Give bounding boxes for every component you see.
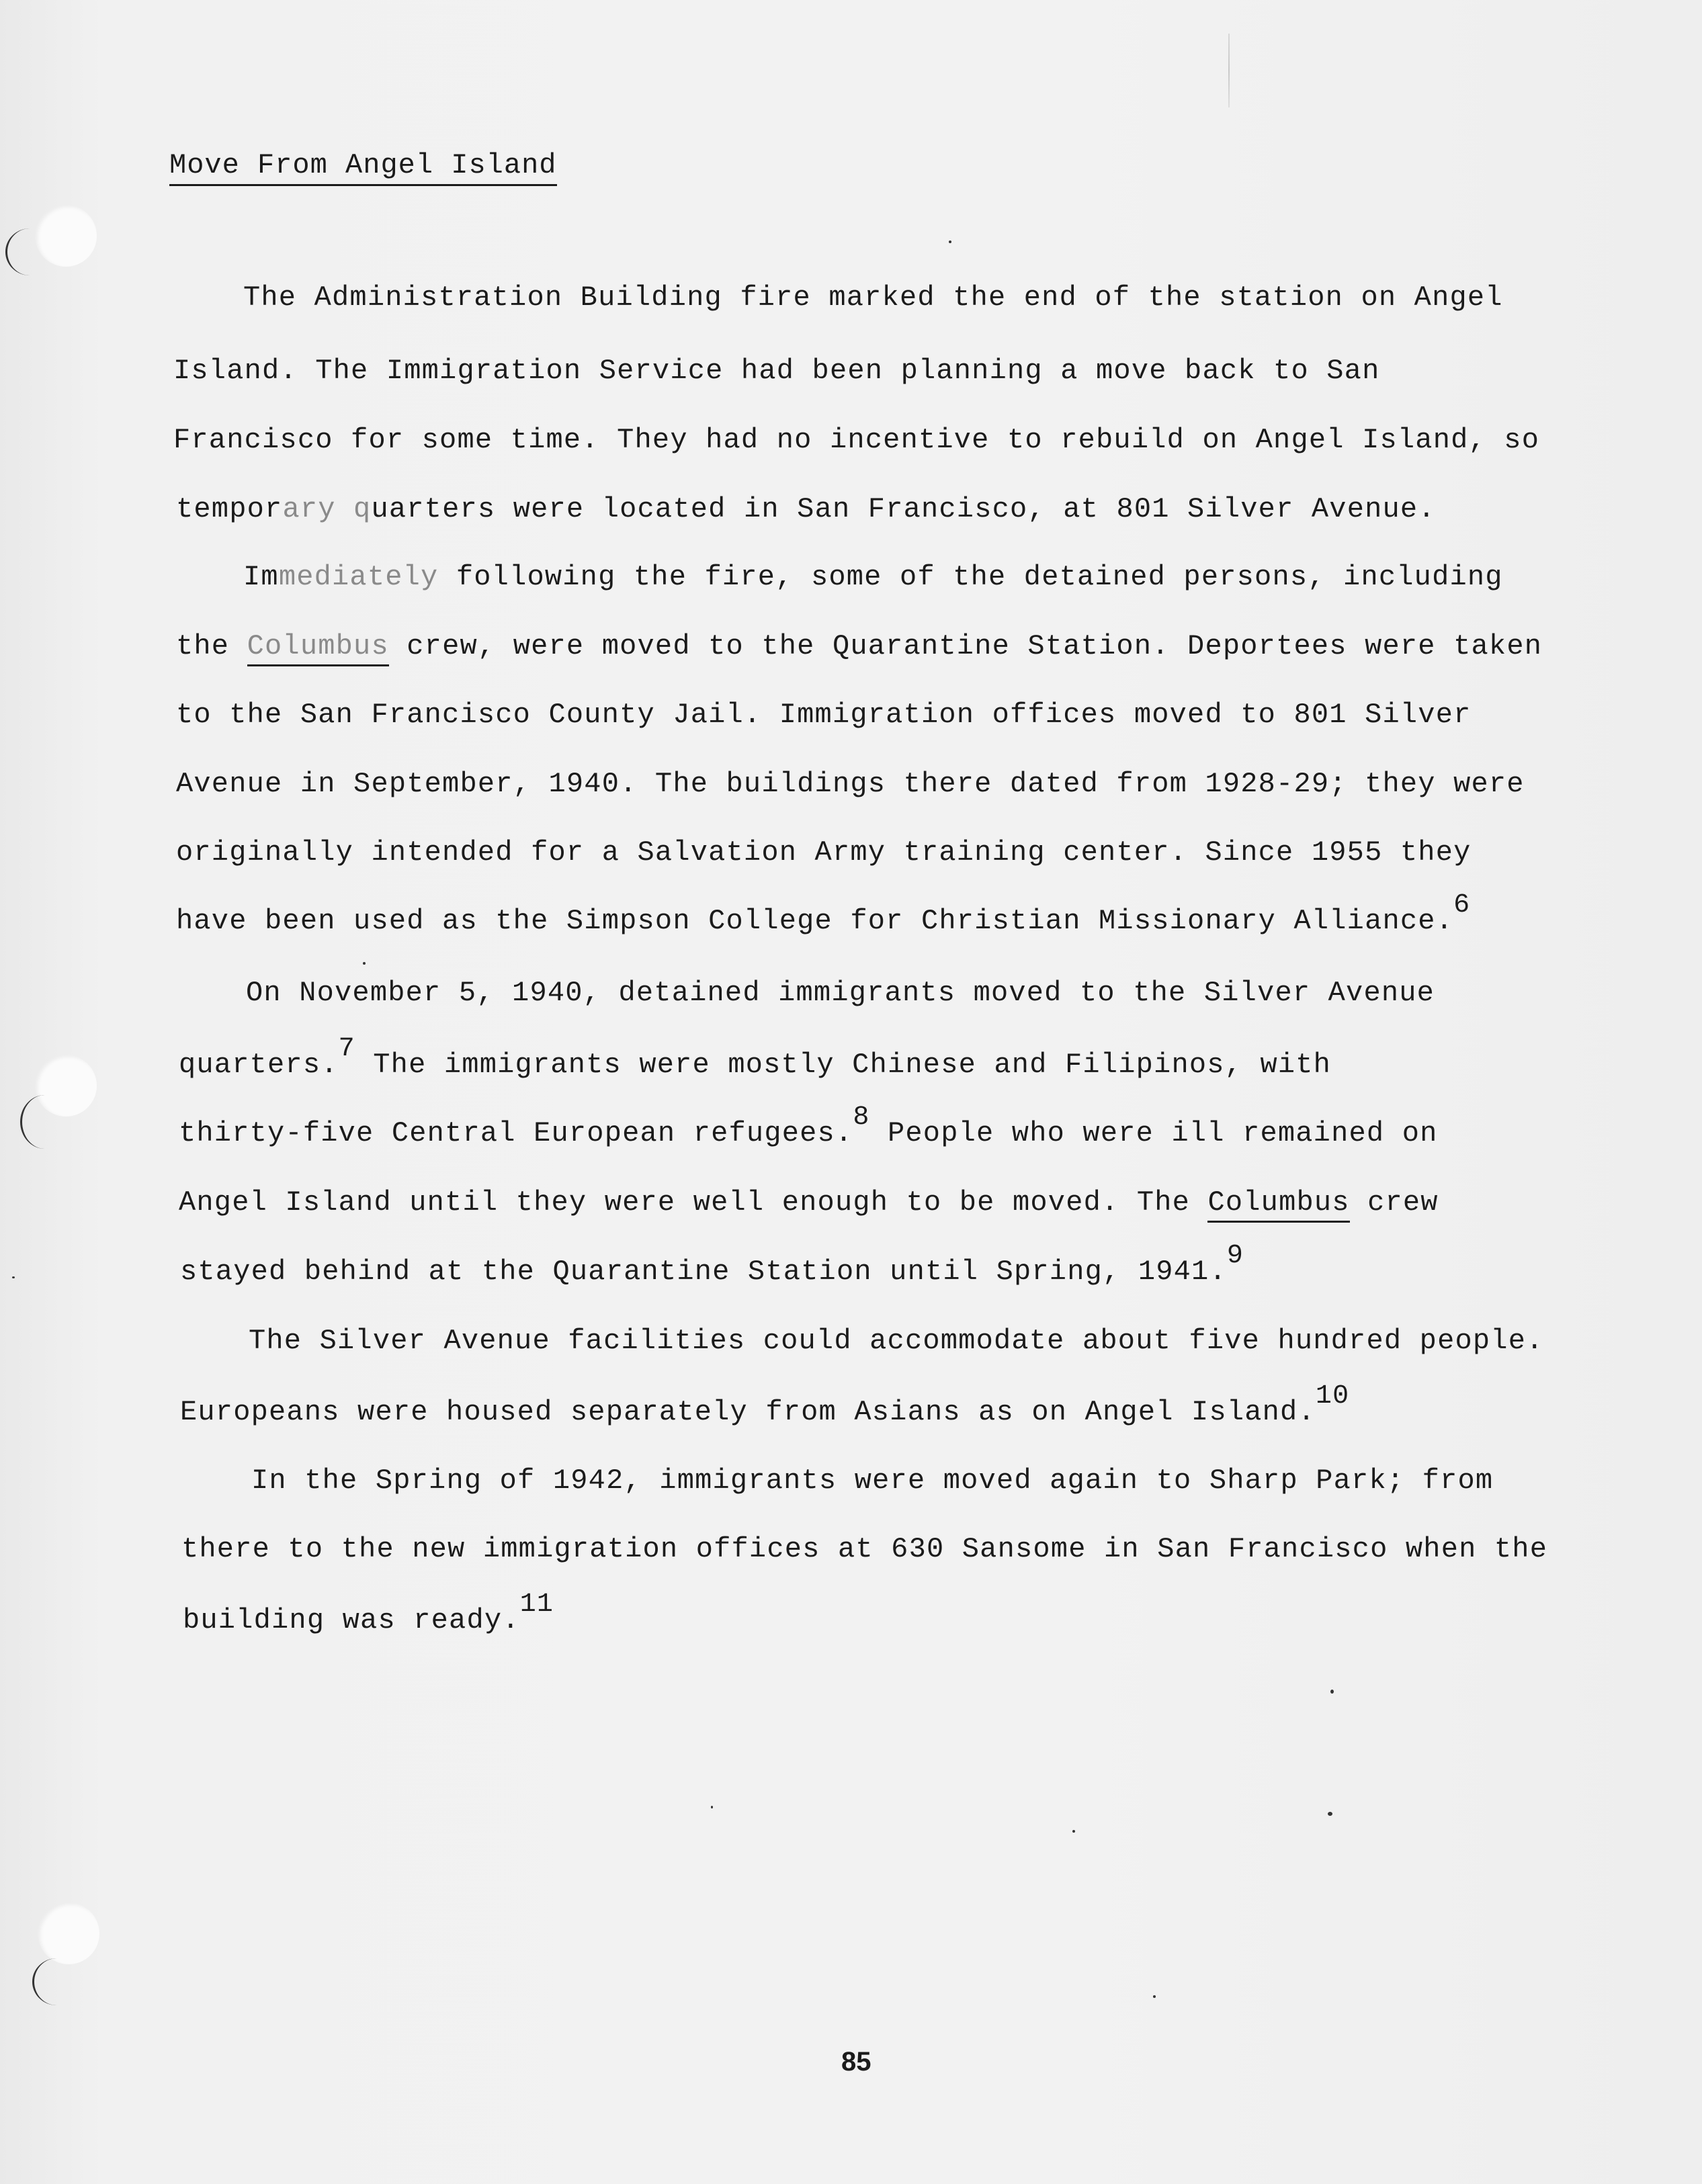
paragraph-3-line-3: thirty-five Central European refugees.$^8$ People who were ill remained on <box>179 1102 1438 1149</box>
paper-speck <box>1153 1995 1156 1998</box>
paragraph-1-line-4: temporary quarters were located in San Francisco, at 801 Silver Avenue. <box>176 493 1436 525</box>
footnote-marker: 6 <box>1453 890 1471 920</box>
paragraph-2-line-3: to the San Francisco County Jail. Immigration offices moved to 801 Silver <box>176 699 1472 731</box>
paper-speck <box>1072 1830 1075 1833</box>
paragraph-3-line-5: stayed behind at the Quarantine Station until Spring, 1941.$^9$ <box>180 1241 1244 1288</box>
paragraph-2-line-5: originally intended for a Salvation Army training center. Since 1955 they <box>176 836 1472 869</box>
paper-speck <box>1330 1690 1334 1694</box>
binder-hole-bottom-edge <box>32 1958 81 2005</box>
paragraph-4-line-2: Europeans were housed separately from Asians as on Angel Island.$^{10}$ <box>180 1381 1350 1428</box>
paragraph-2-line-2: the Columbus crew, were moved to the Quarantine Station. Deportees were taken <box>176 629 1542 663</box>
footnote-marker: 8 <box>853 1102 870 1133</box>
page-number: 85 <box>841 2047 871 2077</box>
paragraph-2-line-4: Avenue in September, 1940. The buildings there dated from 1928-29; they were <box>176 768 1525 800</box>
paper-speck <box>363 962 366 965</box>
footnote-marker: 11 <box>519 1589 554 1620</box>
paper-speck <box>12 1276 15 1278</box>
paper-crease-mark <box>1228 34 1230 107</box>
paper-speck <box>711 1806 713 1808</box>
binder-hole-bottom <box>38 1903 99 1964</box>
paragraph-1-line-3: Francisco for some time. They had no incentive to rebuild on Angel Island, so <box>173 424 1540 456</box>
paragraph-3-line-2: quarters.$^7$ The immigrants were mostly Chinese and Filipinos, with <box>179 1034 1332 1081</box>
paragraph-1-line-1: The Administration Building fire marked the end of the station on Angel <box>243 281 1503 314</box>
paper-speck <box>1328 1812 1332 1816</box>
footnote-marker: 10 <box>1315 1381 1350 1411</box>
paragraph-5-line-1: In the Spring of 1942, immigrants were moved again to Sharp Park; from <box>251 1465 1494 1497</box>
paragraph-1-line-2: Island. The Immigration Service had been planning a move back to San <box>173 355 1380 387</box>
paragraph-2-line-6: have been used as the Simpson College for Christian Missionary Alliance.$^6$ <box>176 890 1471 937</box>
binder-hole-top-edge <box>5 228 54 275</box>
paragraph-2-line-1: Immediately following the fire, some of the detained persons, including <box>243 561 1503 593</box>
binder-hole-middle-edge <box>20 1095 69 1149</box>
faded-text: ary q <box>282 493 372 525</box>
footnote-marker: 9 <box>1226 1241 1244 1271</box>
ship-name-columbus: Columbus <box>1207 1186 1349 1223</box>
ship-name-columbus: Columbus <box>247 630 389 666</box>
footnote-marker: 7 <box>338 1034 355 1064</box>
faded-text: mediately <box>278 561 439 593</box>
paragraph-5-line-2: there to the new immigration offices at 630 Sansome in San Francisco when the <box>181 1533 1548 1565</box>
paragraph-3-line-4: Angel Island until they were well enough to be moved. The Columbus crew <box>179 1186 1439 1219</box>
paragraph-5-line-3: building was ready.$^{11}$ <box>183 1589 554 1636</box>
paragraph-4-line-1: The Silver Avenue facilities could accommodate about five hundred people. <box>249 1325 1544 1357</box>
paper-speck <box>949 241 951 243</box>
section-heading: Move From Angel Island <box>169 149 557 186</box>
paragraph-3-line-1: On November 5, 1940, detained immigrants moved to the Silver Avenue <box>246 977 1435 1009</box>
